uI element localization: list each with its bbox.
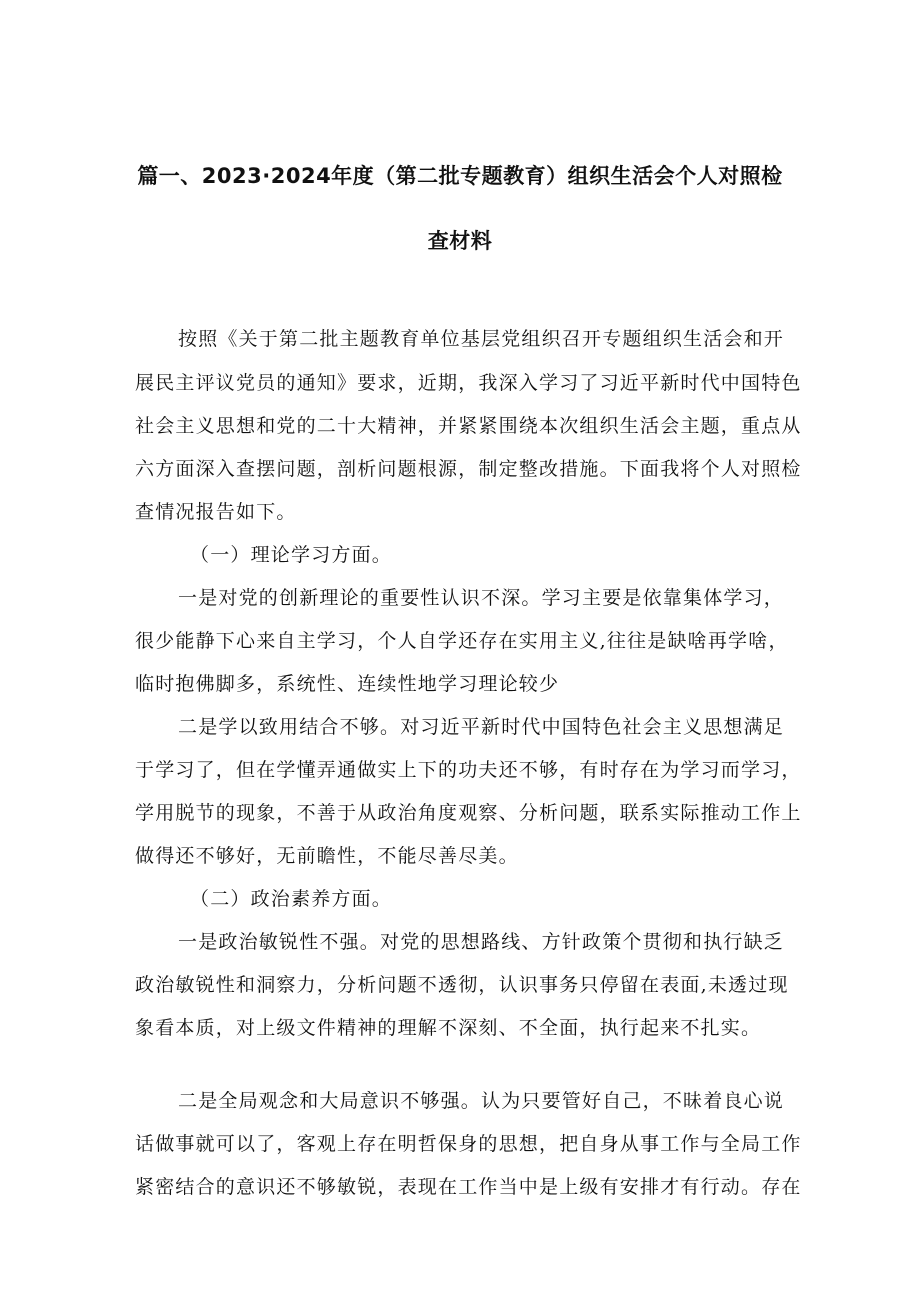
document-title-line-1: 篇一、2023·2024年度（第二批专题教育）组织生活会个人对照检 bbox=[137, 164, 783, 188]
intro-line-2: 展民主评议党员的通知》要求，近期，我深入学习了习近平新时代中国特色 bbox=[135, 372, 802, 394]
intro-line-5: 查情况报告如下。 bbox=[135, 501, 297, 523]
s2-p1-line-1: 一是政治敏锐性不强。对党的思想路线、方针政策个贯彻和执行缺乏 bbox=[178, 931, 785, 953]
s2-p1-line-2: 政治敏锐性和洞察力，分析问题不透彻，认识事务只停留在表面,未透过现 bbox=[135, 974, 789, 996]
s1-p2-line-3: 学用脱节的现象，不善于从政治角度观察、分析问题，联系实际推动工作上 bbox=[135, 802, 802, 824]
s1-p1-line-3: 临时抱佛脚多，系统性、连续性地学习理论较少 bbox=[135, 673, 560, 695]
section-heading-2: （二）政治素养方面。 bbox=[190, 888, 393, 910]
s2-p2-line-1: 二是全局观念和大局意识不够强。认为只要管好自己，不昧着良心说 bbox=[178, 1090, 785, 1112]
s1-p1-line-1: 一是对党的创新理论的重要性认识不深。学习主要是依靠集体学习， bbox=[178, 587, 785, 609]
intro-line-4: 六方面深入查摆问题，剖析问题根源，制定整改措施。下面我将个人对照检 bbox=[135, 458, 802, 480]
intro-line-1: 按照《关于第二批主题教育单位基层党组织召开专题组织生活会和开 bbox=[178, 328, 785, 350]
section-heading-1: （一）理论学习方面。 bbox=[190, 544, 393, 566]
s1-p2-line-2: 于学习了，但在学懂弄通做实上下的功夫还不够，有时存在为学习而学习， bbox=[135, 759, 802, 781]
s1-p2-line-4: 做得还不够好，无前瞻性，不能尽善尽美。 bbox=[135, 845, 519, 867]
s2-p2-line-3: 紧密结合的意识还不够敏锐，表现在工作当中是上级有安排才有行动。存在 bbox=[135, 1176, 802, 1198]
document-title-line-2: 查材料 bbox=[427, 229, 493, 253]
s2-p2-line-2: 话做事就可以了，客观上存在明哲保身的思想，把自身从事工作与全局工作 bbox=[135, 1133, 802, 1155]
s1-p1-line-2: 很少能静下心来自主学习，个人自学还存在实用主义,往往是缺啥再学啥， bbox=[135, 630, 789, 652]
s2-p1-line-3: 象看本质，对上级文件精神的理解不深刻、不全面，执行起来不扎实。 bbox=[135, 1017, 762, 1039]
s1-p2-line-1: 二是学以致用结合不够。对习近平新时代中国特色社会主义思想满足 bbox=[178, 716, 785, 738]
intro-line-3: 社会主义思想和党的二十大精神，并紧紧围绕本次组织生活会主题，重点从 bbox=[135, 415, 802, 437]
